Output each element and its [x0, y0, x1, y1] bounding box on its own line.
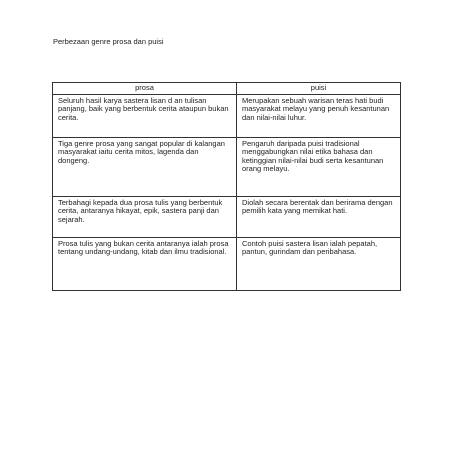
column-header-puisi: puisi	[237, 83, 401, 95]
table-row	[53, 137, 401, 196]
column-header-prosa: prosa	[53, 83, 237, 95]
table-row	[53, 94, 401, 137]
table-row	[53, 237, 401, 290]
document-title: Perbezaan genre prosa dan puisi	[53, 37, 164, 46]
table-cell-prosa: Seluruh hasil karya sastera lisan d an tulisan panjang, baik yang berbentuk cerita ataupun bukan cerita.	[53, 94, 237, 137]
table-cell-puisi: Diolah secara berentak dan berirama dengan pemilih kata yang memikat hati.	[237, 196, 401, 237]
table-cell-puisi: Merupakan sebuah warisan teras hati budi masyarakat melayu yang penuh kesantunan dan nilai-nilai luhur.	[237, 94, 401, 137]
table-cell-puisi: Pengaruh daripada puisi tradisional menggabungkan nilai etika bahasa dan ketinggian nilai-nilai budi serta kesantunan orang melayu.	[237, 137, 401, 196]
table-header-row	[53, 83, 401, 95]
table-cell-prosa: Tiga genre prosa yang sangat popular di kalangan masyarakat iaitu cerita mitos, lagenda dan dongeng.	[53, 137, 237, 196]
table-cell-prosa: Prosa tulis yang bukan cerita antaranya ialah prosa tentang undang-undang, kitab dan ilmu tradisional.	[53, 237, 237, 290]
table-cell-prosa: Terbahagi kepada dua prosa tulis yang berbentuk cerita, antaranya hikayat, epik, sastera panji dan sejarah.	[53, 196, 237, 237]
comparison-table	[52, 82, 401, 291]
table-row	[53, 196, 401, 237]
table-cell-puisi: Contoh puisi sastera lisan ialah pepatah, pantun, gurindam dan peribahasa.	[237, 237, 401, 290]
